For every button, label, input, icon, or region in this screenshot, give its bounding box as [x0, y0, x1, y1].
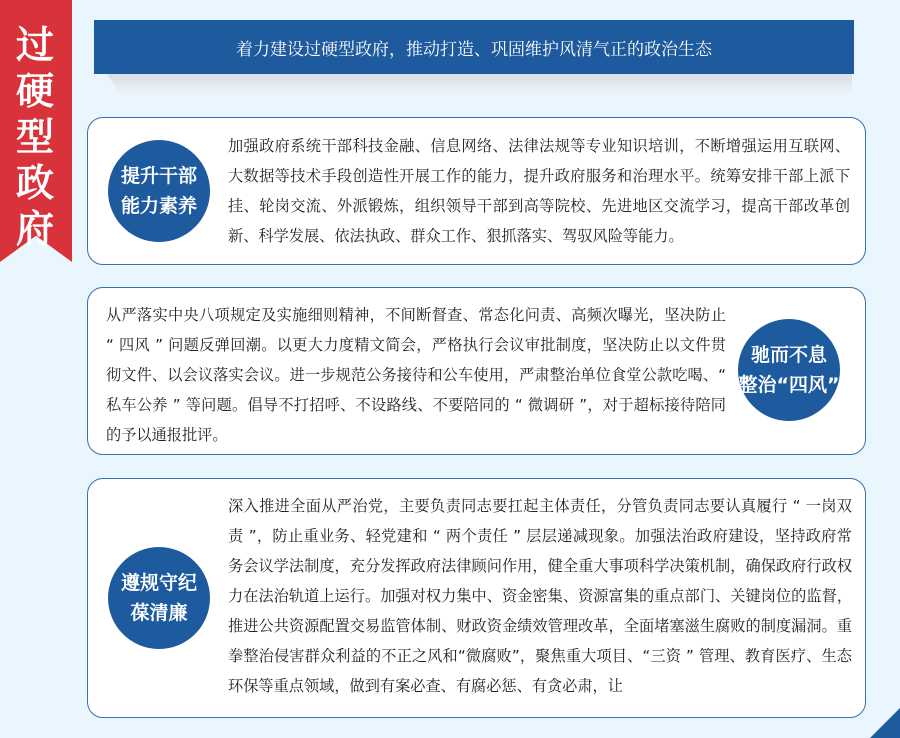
badge-line: 驰而不息 [750, 344, 827, 366]
badge-line: 葆清廉 [130, 602, 188, 624]
badge-line: 提升干部 [120, 165, 197, 187]
badge-line: 整治“四风” [738, 374, 840, 396]
section-text: 从严落实中央八项规定及实施细则精神，不间断督查、常态化问责、高频次曝光，坚决防止 “ 四风 ” 问题反弹回潮。以更大力度精文简会，严格执行会议审批制度，坚决防止以文件贯彻文件、以会议落实会议。进一步规范公务接待和公车使用，严肃整治单位食堂公款吃喝、“ 私车公养 ” 等问题。倡导不打招呼、不设路线、不要陪同的 “ 微调研 ”，对于超标接待陪同的予以通报批评。 [106, 306, 726, 444]
section-card-ability [87, 117, 866, 265]
corner-triangle-decoration [870, 708, 900, 738]
page-header [94, 20, 854, 74]
side-title-char: 型 [15, 115, 56, 159]
section-text: 深入推进全面从严治党，主要负责同志要扛起主体责任，分管负责同志要认真履行 “ 一岗双责 ”，防止重业务、轻党建和 “ 两个责任 ” 层层递减现象。加强法治政府建设，坚持政府常务会议学法制度，充分发挥政府法律顾问作用，健全重大事项科学决策机制，确保政府行政权力在法治轨道上运行。加强对权力集中、资金密集、资源富集的重点部门、关键岗位的监督，推进公共资源配置交易监管体制、财政资金绩效管理改革，全面堵塞滋生腐败的制度漏洞。重拳整治侵害群众利益的不正之风和“微腐败”，聚焦重大项目、“三资 ” 管理、教育医疗、生态环保等重点领域，做到有案必查、有腐必惩、有贪必肃，让 [228, 497, 852, 695]
side-title [0, 22, 72, 252]
header-title: 着力建设过硬型政府，推动打造、巩固维护风清气正的政治生态 [236, 39, 712, 60]
section-card-four-winds [87, 287, 866, 455]
section-card-integrity [87, 478, 866, 718]
section-badge [108, 547, 210, 649]
section-text: 加强政府系统干部科技金融、信息网络、法律法规等专业知识培训，不断增强运用互联网、大数据等技术手段创造性开展工作的能力，提升政府服务和治理水平。统筹安排干部上派下挂、轮岗交流、外派锻炼，组织领导干部到高等院校、先进地区交流学习，提高干部改革创新、科学发展、依法执政、群众工作、狠抓落实、驾驭风险等能力。 [228, 137, 850, 245]
side-title-char: 政 [15, 161, 56, 205]
side-title-char: 过 [15, 23, 56, 67]
badge-line: 遵规守纪 [120, 572, 197, 594]
section-badge [108, 140, 210, 242]
side-title-char: 硬 [15, 69, 56, 113]
side-title-char: 府 [15, 207, 56, 251]
badge-line: 能力素养 [120, 195, 197, 217]
section-badge [738, 319, 840, 421]
